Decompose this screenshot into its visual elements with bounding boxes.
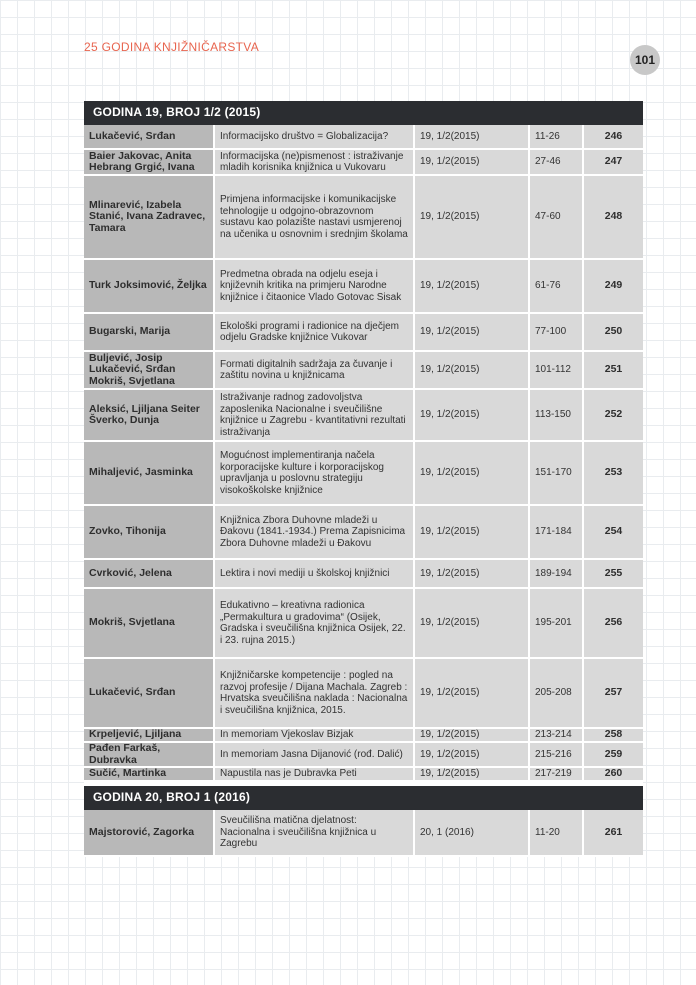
- issue-cell: 19, 1/2(2015): [414, 767, 529, 781]
- table-row: [84, 125, 643, 149]
- title-cell: Primjena informacijske i komunikacijske tehnologije u odgojno-obrazovnom sustavu kao polazište nastavi usmjerenoj na učenika u osnovnim i srednjim školama: [214, 175, 414, 259]
- title-cell: Informacijska (ne)pismenost : istraživanje mladih korisnika knjižnica u Vukovaru: [214, 149, 414, 175]
- entry-number-cell: 259: [583, 742, 643, 767]
- title-cell: Mogućnost implementiranja načela korporacijske kulture i korporacijskog upravljanja u poslovnu strategiju visokoškolske knjižnice: [214, 441, 414, 505]
- pages-cell: 77-100: [529, 313, 583, 351]
- pages-cell: 27-46: [529, 149, 583, 175]
- entry-number-cell: 253: [583, 441, 643, 505]
- issue-cell: 19, 1/2(2015): [414, 175, 529, 259]
- author-cell: Mihaljević, Jasminka: [84, 441, 214, 505]
- table-row: [84, 767, 643, 781]
- author-cell: Aleksić, Ljiljana Seiter Šverko, Dunja: [84, 389, 214, 441]
- author-cell: Turk Joksimović, Željka: [84, 259, 214, 313]
- section-heading: GODINA 19, BROJ 1/2 (2015): [84, 101, 643, 125]
- entry-number-cell: 249: [583, 259, 643, 313]
- issue-cell: 20, 1 (2016): [414, 810, 529, 856]
- title-cell: Napustila nas je Dubravka Peti: [214, 767, 414, 781]
- issue-cell: 19, 1/2(2015): [414, 505, 529, 559]
- entry-number-cell: 258: [583, 728, 643, 742]
- entry-number-cell: 257: [583, 658, 643, 728]
- table-row: [84, 505, 643, 559]
- table-row: [84, 810, 643, 856]
- author-cell: Krpeljević, Ljiljana: [84, 728, 214, 742]
- entry-number-cell: 248: [583, 175, 643, 259]
- entry-number-cell: 254: [583, 505, 643, 559]
- table-row: [84, 559, 643, 588]
- pages-cell: 213-214: [529, 728, 583, 742]
- table-row: [84, 175, 643, 259]
- author-cell: Baier Jakovac, Anita Hebrang Grgić, Ivana: [84, 149, 214, 175]
- issue-cell: 19, 1/2(2015): [414, 259, 529, 313]
- table-row: [84, 588, 643, 658]
- table-row: [84, 742, 643, 767]
- section-heading: GODINA 20, BROJ 1 (2016): [84, 786, 643, 810]
- issue-cell: 19, 1/2(2015): [414, 313, 529, 351]
- title-cell: Formati digitalnih sadržaja za čuvanje i zaštitu novina u knjižnicama: [214, 351, 414, 389]
- title-cell: Knjižnica Zbora Duhovne mladeži u Đakovu (1841.-1934.) Prema Zapisnicima Zbora Duhovne mladeži u Đakovu: [214, 505, 414, 559]
- entry-number-cell: 246: [583, 125, 643, 149]
- entry-number-cell: 247: [583, 149, 643, 175]
- entry-number-cell: 255: [583, 559, 643, 588]
- author-cell: Buljević, Josip Lukačević, Srđan Mokriš, Svjetlana: [84, 351, 214, 389]
- issue-cell: 19, 1/2(2015): [414, 742, 529, 767]
- table-row: [84, 658, 643, 728]
- issue-cell: 19, 1/2(2015): [414, 351, 529, 389]
- author-cell: Bugarski, Marija: [84, 313, 214, 351]
- author-cell: Zovko, Tihonija: [84, 505, 214, 559]
- title-cell: Edukativno – kreativna radionica „Permakultura u gradovima“ (Osijek, Gradska i sveučilišna knjižnica Osijek, 22. i 23. rujna 2015.): [214, 588, 414, 658]
- author-cell: Lukačević, Srđan: [84, 125, 214, 149]
- issue-cell: 19, 1/2(2015): [414, 559, 529, 588]
- pages-cell: 47-60: [529, 175, 583, 259]
- author-cell: Mokriš, Svjetlana: [84, 588, 214, 658]
- section-header: [84, 101, 643, 125]
- title-cell: In memoriam Jasna Dijanović (rođ. Dalić): [214, 742, 414, 767]
- pages-cell: 189-194: [529, 559, 583, 588]
- issue-cell: 19, 1/2(2015): [414, 125, 529, 149]
- table-row: [84, 351, 643, 389]
- page-number: 101: [630, 45, 660, 75]
- author-cell: Mlinarević, Izabela Stanić, Ivana Zadravec, Tamara: [84, 175, 214, 259]
- issue-cell: 19, 1/2(2015): [414, 149, 529, 175]
- author-cell: Lukačević, Srđan: [84, 658, 214, 728]
- title-cell: Lektira i novi mediji u školskoj knjižnici: [214, 559, 414, 588]
- issue-cell: 19, 1/2(2015): [414, 728, 529, 742]
- entry-number-cell: 251: [583, 351, 643, 389]
- pages-cell: 215-216: [529, 742, 583, 767]
- table-row: [84, 259, 643, 313]
- entry-number-cell: 260: [583, 767, 643, 781]
- title-cell: Sveučilišna matična djelatnost: Nacionalna i sveučilišna knjižnica u Zagrebu: [214, 810, 414, 856]
- pages-cell: 151-170: [529, 441, 583, 505]
- pages-cell: 11-26: [529, 125, 583, 149]
- title-cell: Knjižničarske kompetencije : pogled na razvoj profesije / Dijana Machala. Zagreb : Hrvatska sveučilišna naklada : Nacionalna i sveučilišna knjižnica, 2015.: [214, 658, 414, 728]
- pages-cell: 11-20: [529, 810, 583, 856]
- issue-cell: 19, 1/2(2015): [414, 389, 529, 441]
- title-cell: Informacijsko društvo = Globalizacija?: [214, 125, 414, 149]
- table-row: [84, 149, 643, 175]
- pages-cell: 101-112: [529, 351, 583, 389]
- pages-cell: 205-208: [529, 658, 583, 728]
- table-row: [84, 441, 643, 505]
- entry-number-cell: 261: [583, 810, 643, 856]
- title-cell: Predmetna obrada na odjelu eseja i književnih kritika na primjeru Narodne knjižnice i čitaonice Vlado Gotovac Sisak: [214, 259, 414, 313]
- entry-number-cell: 250: [583, 313, 643, 351]
- bibliography-table: [84, 101, 643, 857]
- pages-cell: 61-76: [529, 259, 583, 313]
- issue-cell: 19, 1/2(2015): [414, 588, 529, 658]
- pages-cell: 113-150: [529, 389, 583, 441]
- author-cell: Pađen Farkaš, Dubravka: [84, 742, 214, 767]
- issue-cell: 19, 1/2(2015): [414, 441, 529, 505]
- title-cell: In memoriam Vjekoslav Bizjak: [214, 728, 414, 742]
- author-cell: Majstorović, Zagorka: [84, 810, 214, 856]
- title-cell: Ekološki programi i radionice na dječjem odjelu Gradske knjižnice Vukovar: [214, 313, 414, 351]
- entry-number-cell: 256: [583, 588, 643, 658]
- running-title: 25 GODINA KNJIŽNIČARSTVA: [84, 40, 260, 54]
- issue-cell: 19, 1/2(2015): [414, 658, 529, 728]
- pages-cell: 195-201: [529, 588, 583, 658]
- table-row: [84, 313, 643, 351]
- entry-number-cell: 252: [583, 389, 643, 441]
- pages-cell: 171-184: [529, 505, 583, 559]
- bibliography-body: [84, 101, 643, 856]
- table-row: [84, 728, 643, 742]
- author-cell: Sučić, Martinka: [84, 767, 214, 781]
- table-row: [84, 389, 643, 441]
- author-cell: Cvrković, Jelena: [84, 559, 214, 588]
- pages-cell: 217-219: [529, 767, 583, 781]
- title-cell: Istraživanje radnog zadovoljstva zaposlenika Nacionalne i sveučilišne knjižnice u Zagrebu - kvantitativni rezultati istraživanja: [214, 389, 414, 441]
- section-header: [84, 786, 643, 810]
